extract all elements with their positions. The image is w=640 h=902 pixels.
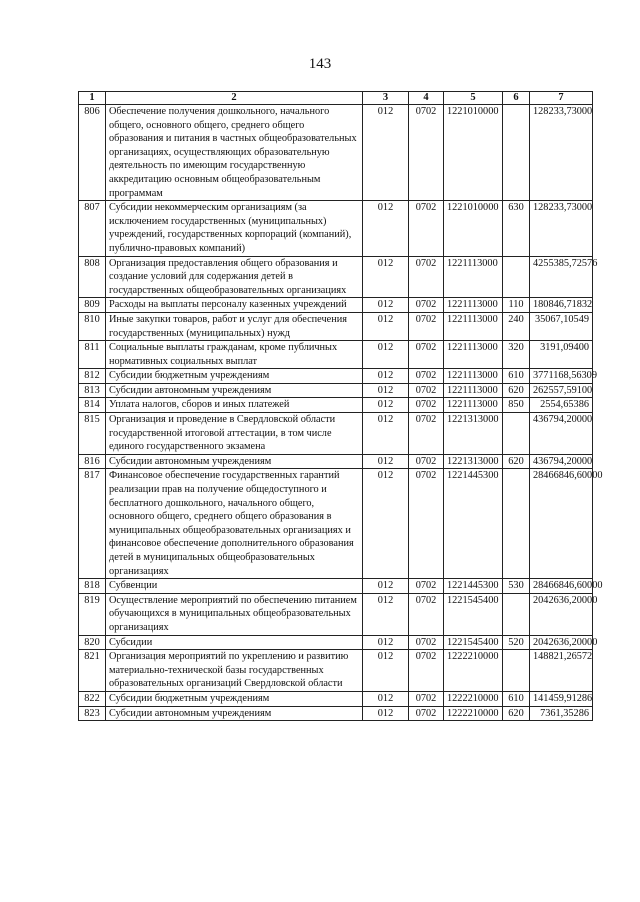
row-number: 816 <box>79 454 106 469</box>
page-number: 143 <box>308 56 332 72</box>
row-number: 812 <box>79 369 106 384</box>
header-col-4: 4 <box>409 92 444 105</box>
row-expense-type: 110 <box>503 298 530 313</box>
row-number: 820 <box>79 635 106 650</box>
row-amount: 28466846,60000 <box>530 469 593 579</box>
row-section-code: 0702 <box>409 383 444 398</box>
table-row <box>79 298 593 313</box>
row-expense-type <box>503 256 530 298</box>
row-target-code: 1221113000 <box>444 341 503 369</box>
row-amount: 7361,35286 <box>530 706 593 721</box>
row-target-code: 1221545400 <box>444 593 503 635</box>
row-target-code: 1221113000 <box>444 383 503 398</box>
table-row <box>79 579 593 594</box>
row-number: 806 <box>79 105 106 201</box>
header-col-1: 1 <box>79 92 106 105</box>
row-amount: 3771168,56309 <box>530 369 593 384</box>
row-section-code: 0702 <box>409 256 444 298</box>
row-target-code: 1221010000 <box>444 105 503 201</box>
row-target-code: 1221113000 <box>444 398 503 413</box>
row-amount: 28466846,60000 <box>530 579 593 594</box>
row-name: Уплата налогов, сборов и иных платежей <box>106 398 363 413</box>
table-row <box>79 369 593 384</box>
row-amount: 2042636,20000 <box>530 635 593 650</box>
table-row <box>79 413 593 455</box>
row-section-code: 0702 <box>409 413 444 455</box>
row-amount: 141459,91286 <box>530 691 593 706</box>
row-number: 817 <box>79 469 106 579</box>
row-target-code: 1221313000 <box>444 454 503 469</box>
row-target-code: 1221445300 <box>444 579 503 594</box>
row-admin-code: 012 <box>363 635 409 650</box>
row-amount: 2554,65386 <box>530 398 593 413</box>
table-row <box>79 650 593 692</box>
row-section-code: 0702 <box>409 201 444 256</box>
row-amount: 4255385,72576 <box>530 256 593 298</box>
row-admin-code: 012 <box>363 201 409 256</box>
row-admin-code: 012 <box>363 398 409 413</box>
row-target-code: 1221445300 <box>444 469 503 579</box>
row-number: 810 <box>79 312 106 340</box>
row-admin-code: 012 <box>363 650 409 692</box>
row-name: Осуществление мероприятий по обеспечению питанием обучающихся в муниципальных общеобразовательных организациях <box>106 593 363 635</box>
row-number: 811 <box>79 341 106 369</box>
row-admin-code: 012 <box>363 383 409 398</box>
table-row <box>79 454 593 469</box>
row-number: 819 <box>79 593 106 635</box>
table-row <box>79 201 593 256</box>
row-amount: 148821,26572 <box>530 650 593 692</box>
row-expense-type <box>503 593 530 635</box>
row-section-code: 0702 <box>409 369 444 384</box>
row-number: 808 <box>79 256 106 298</box>
table-body <box>79 105 603 721</box>
row-name: Субсидии автономным учреждениям <box>106 383 363 398</box>
row-number: 822 <box>79 691 106 706</box>
table-header-row <box>79 92 593 105</box>
row-admin-code: 012 <box>363 105 409 201</box>
row-expense-type: 530 <box>503 579 530 594</box>
row-number: 818 <box>79 579 106 594</box>
row-admin-code: 012 <box>363 413 409 455</box>
row-section-code: 0702 <box>409 398 444 413</box>
row-name: Субвенции <box>106 579 363 594</box>
row-expense-type <box>503 105 530 201</box>
row-amount: 2042636,20000 <box>530 593 593 635</box>
row-section-code: 0702 <box>409 312 444 340</box>
row-amount: 436794,20000 <box>530 413 593 455</box>
row-expense-type: 610 <box>503 691 530 706</box>
row-target-code: 1222210000 <box>444 691 503 706</box>
row-expense-type: 620 <box>503 706 530 721</box>
row-section-code: 0702 <box>409 469 444 579</box>
row-name: Организация и проведение в Свердловской области государственной итоговой аттестации, в том числе единого государственного экзамена <box>106 413 363 455</box>
row-target-code: 1221113000 <box>444 369 503 384</box>
row-admin-code: 012 <box>363 298 409 313</box>
row-name: Субсидии автономным учреждениям <box>106 706 363 721</box>
row-admin-code: 012 <box>363 256 409 298</box>
row-number: 821 <box>79 650 106 692</box>
row-number: 815 <box>79 413 106 455</box>
row-expense-type: 610 <box>503 369 530 384</box>
row-admin-code: 012 <box>363 369 409 384</box>
row-section-code: 0702 <box>409 593 444 635</box>
row-name: Субсидии бюджетным учреждениям <box>106 369 363 384</box>
row-name: Субсидии некоммерческим организациям (за исключением государственных (муниципальных) учреждений, государственных корпораций (компаний), публично-правовых компаний) <box>106 201 363 256</box>
row-name: Субсидии <box>106 635 363 650</box>
row-expense-type <box>503 413 530 455</box>
row-section-code: 0702 <box>409 691 444 706</box>
row-target-code: 1221313000 <box>444 413 503 455</box>
row-expense-type: 850 <box>503 398 530 413</box>
header-col-3: 3 <box>363 92 409 105</box>
row-target-code: 1222210000 <box>444 650 503 692</box>
row-admin-code: 012 <box>363 706 409 721</box>
row-section-code: 0702 <box>409 635 444 650</box>
row-number: 823 <box>79 706 106 721</box>
table-row <box>79 469 593 579</box>
row-section-code: 0702 <box>409 579 444 594</box>
row-admin-code: 012 <box>363 593 409 635</box>
row-section-code: 0702 <box>409 341 444 369</box>
row-target-code: 1221113000 <box>444 256 503 298</box>
row-expense-type: 320 <box>503 341 530 369</box>
row-amount: 180846,71832 <box>530 298 593 313</box>
row-amount: 436794,20000 <box>530 454 593 469</box>
row-admin-code: 012 <box>363 312 409 340</box>
row-expense-type: 240 <box>503 312 530 340</box>
row-admin-code: 012 <box>363 579 409 594</box>
row-section-code: 0702 <box>409 706 444 721</box>
table-row <box>79 383 593 398</box>
header-col-7: 7 <box>530 92 593 105</box>
table-row <box>79 635 593 650</box>
row-admin-code: 012 <box>363 469 409 579</box>
row-section-code: 0702 <box>409 454 444 469</box>
row-name: Субсидии бюджетным учреждениям <box>106 691 363 706</box>
row-name: Организация мероприятий по укреплению и развитию материально-технической базы государственных образовательных организаций Свердловской области <box>106 650 363 692</box>
table-row <box>79 341 593 369</box>
row-name: Социальные выплаты гражданам, кроме публичных нормативных социальных выплат <box>106 341 363 369</box>
row-name: Финансовое обеспечение государственных гарантий реализации прав на получение общедоступного и бесплатного дошкольного, начального общего, основного общего, среднего общего образования в муниципальных общеобразовательных организациях и финансовое обеспечение дополнительного образования детей в муниципальных общеобразовательных организациях <box>106 469 363 579</box>
row-admin-code: 012 <box>363 691 409 706</box>
row-name: Субсидии автономным учреждениям <box>106 454 363 469</box>
table-row <box>79 105 593 201</box>
row-section-code: 0702 <box>409 650 444 692</box>
row-name: Иные закупки товаров, работ и услуг для обеспечения государственных (муниципальных) нужд <box>106 312 363 340</box>
row-expense-type <box>503 469 530 579</box>
row-section-code: 0702 <box>409 298 444 313</box>
header-col-2: 2 <box>106 92 363 105</box>
row-amount: 35067,10549 <box>530 312 593 340</box>
table-row <box>79 593 593 635</box>
row-amount: 128233,73000 <box>530 201 593 256</box>
row-expense-type <box>503 650 530 692</box>
row-target-code: 1222210000 <box>444 706 503 721</box>
table-row <box>79 256 593 298</box>
table-row <box>79 312 593 340</box>
row-amount: 128233,73000 <box>530 105 593 201</box>
row-expense-type: 520 <box>503 635 530 650</box>
row-expense-type: 620 <box>503 454 530 469</box>
header-col-6: 6 <box>503 92 530 105</box>
row-expense-type: 620 <box>503 383 530 398</box>
row-amount: 262557,59100 <box>530 383 593 398</box>
row-name: Организация предоставления общего образования и создание условий для содержания детей в государственных общеобразовательных организациях <box>106 256 363 298</box>
table-row <box>79 398 593 413</box>
table-row <box>79 706 593 721</box>
row-number: 814 <box>79 398 106 413</box>
row-number: 809 <box>79 298 106 313</box>
row-target-code: 1221113000 <box>444 312 503 340</box>
row-target-code: 1221113000 <box>444 298 503 313</box>
table-row <box>79 691 593 706</box>
budget-table <box>78 91 603 721</box>
row-expense-type: 630 <box>503 201 530 256</box>
row-number: 807 <box>79 201 106 256</box>
row-name: Расходы на выплаты персоналу казенных учреждений <box>106 298 363 313</box>
row-target-code: 1221545400 <box>444 635 503 650</box>
row-number: 813 <box>79 383 106 398</box>
row-admin-code: 012 <box>363 454 409 469</box>
row-amount: 3191,09400 <box>530 341 593 369</box>
row-target-code: 1221010000 <box>444 201 503 256</box>
row-name: Обеспечение получения дошкольного, начального общего, основного общего, среднего общего образования и питания в частных общеобразовательных организациях, осуществляющих образовательную деятельность по имеющим государственную аккредитацию основным общеобразовательным программам <box>106 105 363 201</box>
row-admin-code: 012 <box>363 341 409 369</box>
row-section-code: 0702 <box>409 105 444 201</box>
header-col-5: 5 <box>444 92 503 105</box>
